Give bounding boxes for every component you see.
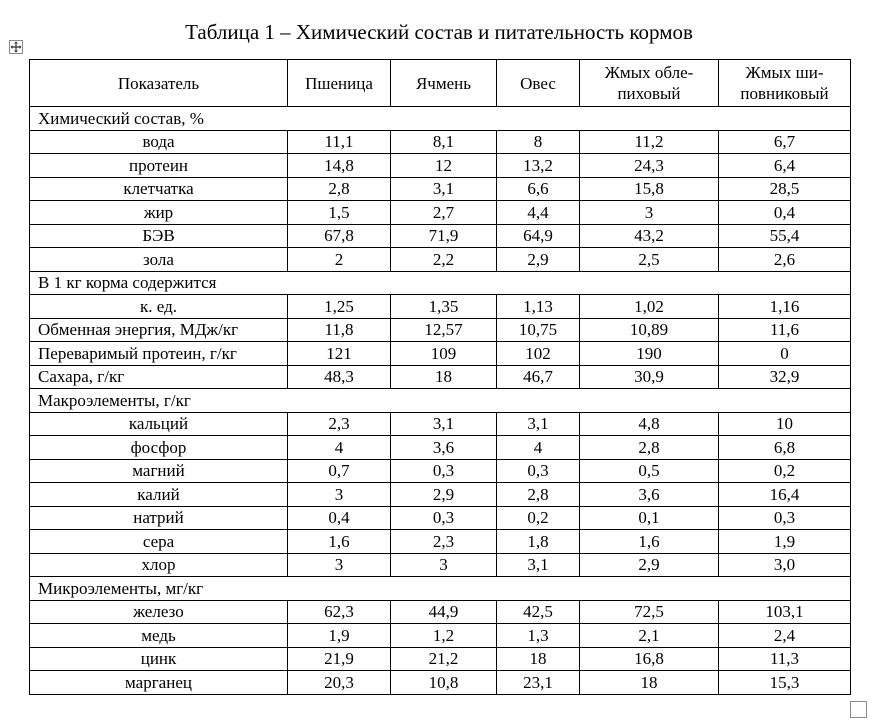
table-cell: 21,2 xyxy=(391,647,497,671)
table-cell: 8,1 xyxy=(391,130,497,154)
row-label: протеин xyxy=(30,154,288,178)
table-cell: 3,0 xyxy=(719,553,851,577)
table-row xyxy=(30,248,851,272)
table-cell: 3,6 xyxy=(391,436,497,460)
section-label: В 1 кг корма содержится xyxy=(30,271,851,295)
table-cell: 18 xyxy=(391,365,497,389)
table-cell: 6,8 xyxy=(719,436,851,460)
table-cell: 43,2 xyxy=(580,224,719,248)
table-cell: 18 xyxy=(497,647,580,671)
table-cell: 2,8 xyxy=(497,483,580,507)
table-cell: 3 xyxy=(391,553,497,577)
row-label: к. ед. xyxy=(30,295,288,319)
row-label: зола xyxy=(30,248,288,272)
table-cell: 13,2 xyxy=(497,154,580,178)
table-cell: 18 xyxy=(580,671,719,695)
table-cell: 28,5 xyxy=(719,177,851,201)
table-cell: 1,6 xyxy=(580,530,719,554)
table-cell: 15,3 xyxy=(719,671,851,695)
section-label: Микроэлементы, мг/кг xyxy=(30,577,851,601)
table-row xyxy=(30,177,851,201)
table-cell: 6,4 xyxy=(719,154,851,178)
table-cell: 16,8 xyxy=(580,647,719,671)
table-row xyxy=(30,342,851,366)
table-cell: 109 xyxy=(391,342,497,366)
table-cell: 71,9 xyxy=(391,224,497,248)
feed-composition-table xyxy=(29,59,851,695)
table-row xyxy=(30,553,851,577)
table-row xyxy=(30,506,851,530)
row-label: клетчатка xyxy=(30,177,288,201)
row-label: фосфор xyxy=(30,436,288,460)
header-row xyxy=(30,60,851,107)
table-cell: 1,2 xyxy=(391,624,497,648)
table-row xyxy=(30,624,851,648)
table-cell: 4,4 xyxy=(497,201,580,225)
table-cell: 6,7 xyxy=(719,130,851,154)
table-row xyxy=(30,671,851,695)
table-cell: 3,1 xyxy=(391,412,497,436)
table-row xyxy=(30,295,851,319)
header-column: Овес xyxy=(497,60,580,107)
row-label: Обменная энергия, МДж/кг xyxy=(30,318,288,342)
table-cell: 10 xyxy=(719,412,851,436)
table-cell: 10,8 xyxy=(391,671,497,695)
table-cell: 1,9 xyxy=(288,624,391,648)
table-cell: 6,6 xyxy=(497,177,580,201)
table-move-handle-icon[interactable] xyxy=(9,40,23,54)
section-label: Макроэлементы, г/кг xyxy=(30,389,851,413)
section-row xyxy=(30,577,851,601)
table-cell: 1,16 xyxy=(719,295,851,319)
table-cell: 0,2 xyxy=(719,459,851,483)
header-column: Ячмень xyxy=(391,60,497,107)
table-cell: 102 xyxy=(497,342,580,366)
table-cell: 0,1 xyxy=(580,506,719,530)
table-cell: 2,3 xyxy=(288,412,391,436)
table-cell: 0,4 xyxy=(719,201,851,225)
row-label: железо xyxy=(30,600,288,624)
table-caption: Таблица 1 – Химический состав и питательность кормов xyxy=(185,20,693,44)
table-cell: 2,7 xyxy=(391,201,497,225)
table-cell: 190 xyxy=(580,342,719,366)
table-cell: 23,1 xyxy=(497,671,580,695)
row-label: калий xyxy=(30,483,288,507)
table-cell: 0,3 xyxy=(391,506,497,530)
table-cell: 24,3 xyxy=(580,154,719,178)
table-cell: 1,5 xyxy=(288,201,391,225)
row-label: кальций xyxy=(30,412,288,436)
table-cell: 16,4 xyxy=(719,483,851,507)
header-column: Пшеница xyxy=(288,60,391,107)
table-cell: 20,3 xyxy=(288,671,391,695)
table-cell: 48,3 xyxy=(288,365,391,389)
table-cell: 14,8 xyxy=(288,154,391,178)
section-row xyxy=(30,389,851,413)
row-label: натрий xyxy=(30,506,288,530)
table-cell: 121 xyxy=(288,342,391,366)
table-row xyxy=(30,600,851,624)
table-cell: 2,4 xyxy=(719,624,851,648)
row-label: БЭВ xyxy=(30,224,288,248)
table-cell: 3,1 xyxy=(497,412,580,436)
row-label: хлор xyxy=(30,553,288,577)
table-cell: 11,6 xyxy=(719,318,851,342)
row-label: вода xyxy=(30,130,288,154)
table-cell: 11,8 xyxy=(288,318,391,342)
table-cell: 0,2 xyxy=(497,506,580,530)
table-cell: 2,2 xyxy=(391,248,497,272)
table-cell: 2,5 xyxy=(580,248,719,272)
section-label: Химический состав, % xyxy=(30,107,851,131)
table-row xyxy=(30,459,851,483)
table-cell: 64,9 xyxy=(497,224,580,248)
table-cell: 21,9 xyxy=(288,647,391,671)
table-cell: 10,89 xyxy=(580,318,719,342)
table-cell: 1,35 xyxy=(391,295,497,319)
table-cell: 3,1 xyxy=(497,553,580,577)
table-cell: 0,5 xyxy=(580,459,719,483)
row-label: медь xyxy=(30,624,288,648)
table-cell: 2,8 xyxy=(288,177,391,201)
table-cell: 2,3 xyxy=(391,530,497,554)
table-row xyxy=(30,530,851,554)
header-indicator: Показатель xyxy=(30,60,288,107)
table-row xyxy=(30,201,851,225)
table-cell: 1,6 xyxy=(288,530,391,554)
table-row xyxy=(30,412,851,436)
table-body xyxy=(30,107,851,695)
row-label: магний xyxy=(30,459,288,483)
table-row xyxy=(30,154,851,178)
table-row xyxy=(30,647,851,671)
table-row xyxy=(30,130,851,154)
table-resize-handle[interactable] xyxy=(850,701,867,718)
table-cell: 3 xyxy=(288,553,391,577)
row-label: марганец xyxy=(30,671,288,695)
table-cell: 3,6 xyxy=(580,483,719,507)
row-label: Переваримый протеин, г/кг xyxy=(30,342,288,366)
section-row xyxy=(30,107,851,131)
table-cell: 30,9 xyxy=(580,365,719,389)
table-cell: 1,02 xyxy=(580,295,719,319)
table-cell: 11,3 xyxy=(719,647,851,671)
table-row xyxy=(30,483,851,507)
row-label: жир xyxy=(30,201,288,225)
table-cell: 0,3 xyxy=(719,506,851,530)
table-cell: 10,75 xyxy=(497,318,580,342)
table-cell: 103,1 xyxy=(719,600,851,624)
table-cell: 67,8 xyxy=(288,224,391,248)
table-cell: 2,6 xyxy=(719,248,851,272)
table-row xyxy=(30,365,851,389)
table-cell: 0,7 xyxy=(288,459,391,483)
header-column: Жмых обле- пиховый xyxy=(580,60,719,107)
table-cell: 44,9 xyxy=(391,600,497,624)
table-cell: 1,3 xyxy=(497,624,580,648)
table-cell: 0,4 xyxy=(288,506,391,530)
header-column: Жмых ши- повниковый xyxy=(719,60,851,107)
table-cell: 2,9 xyxy=(391,483,497,507)
table-cell: 3 xyxy=(580,201,719,225)
table-cell: 4 xyxy=(497,436,580,460)
table-cell: 12 xyxy=(391,154,497,178)
table-cell: 0,3 xyxy=(391,459,497,483)
table-cell: 1,25 xyxy=(288,295,391,319)
table-cell: 55,4 xyxy=(719,224,851,248)
table-cell: 2 xyxy=(288,248,391,272)
table-row xyxy=(30,318,851,342)
table-cell: 72,5 xyxy=(580,600,719,624)
row-label: цинк xyxy=(30,647,288,671)
table-cell: 12,57 xyxy=(391,318,497,342)
table-cell: 11,2 xyxy=(580,130,719,154)
table-cell: 1,13 xyxy=(497,295,580,319)
table-cell: 62,3 xyxy=(288,600,391,624)
table-cell: 0 xyxy=(719,342,851,366)
table-cell: 2,9 xyxy=(497,248,580,272)
row-label: сера xyxy=(30,530,288,554)
table-cell: 1,9 xyxy=(719,530,851,554)
table-cell: 2,1 xyxy=(580,624,719,648)
table-cell: 3,1 xyxy=(391,177,497,201)
table-cell: 1,8 xyxy=(497,530,580,554)
table-cell: 4 xyxy=(288,436,391,460)
table-cell: 46,7 xyxy=(497,365,580,389)
table-cell: 15,8 xyxy=(580,177,719,201)
table-cell: 2,9 xyxy=(580,553,719,577)
table-cell: 11,1 xyxy=(288,130,391,154)
table-cell: 42,5 xyxy=(497,600,580,624)
table-row xyxy=(30,224,851,248)
table-cell: 8 xyxy=(497,130,580,154)
table-cell: 2,8 xyxy=(580,436,719,460)
section-row xyxy=(30,271,851,295)
table-cell: 3 xyxy=(288,483,391,507)
table-cell: 4,8 xyxy=(580,412,719,436)
row-label: Сахара, г/кг xyxy=(30,365,288,389)
table-cell: 0,3 xyxy=(497,459,580,483)
table-cell: 32,9 xyxy=(719,365,851,389)
table-row xyxy=(30,436,851,460)
